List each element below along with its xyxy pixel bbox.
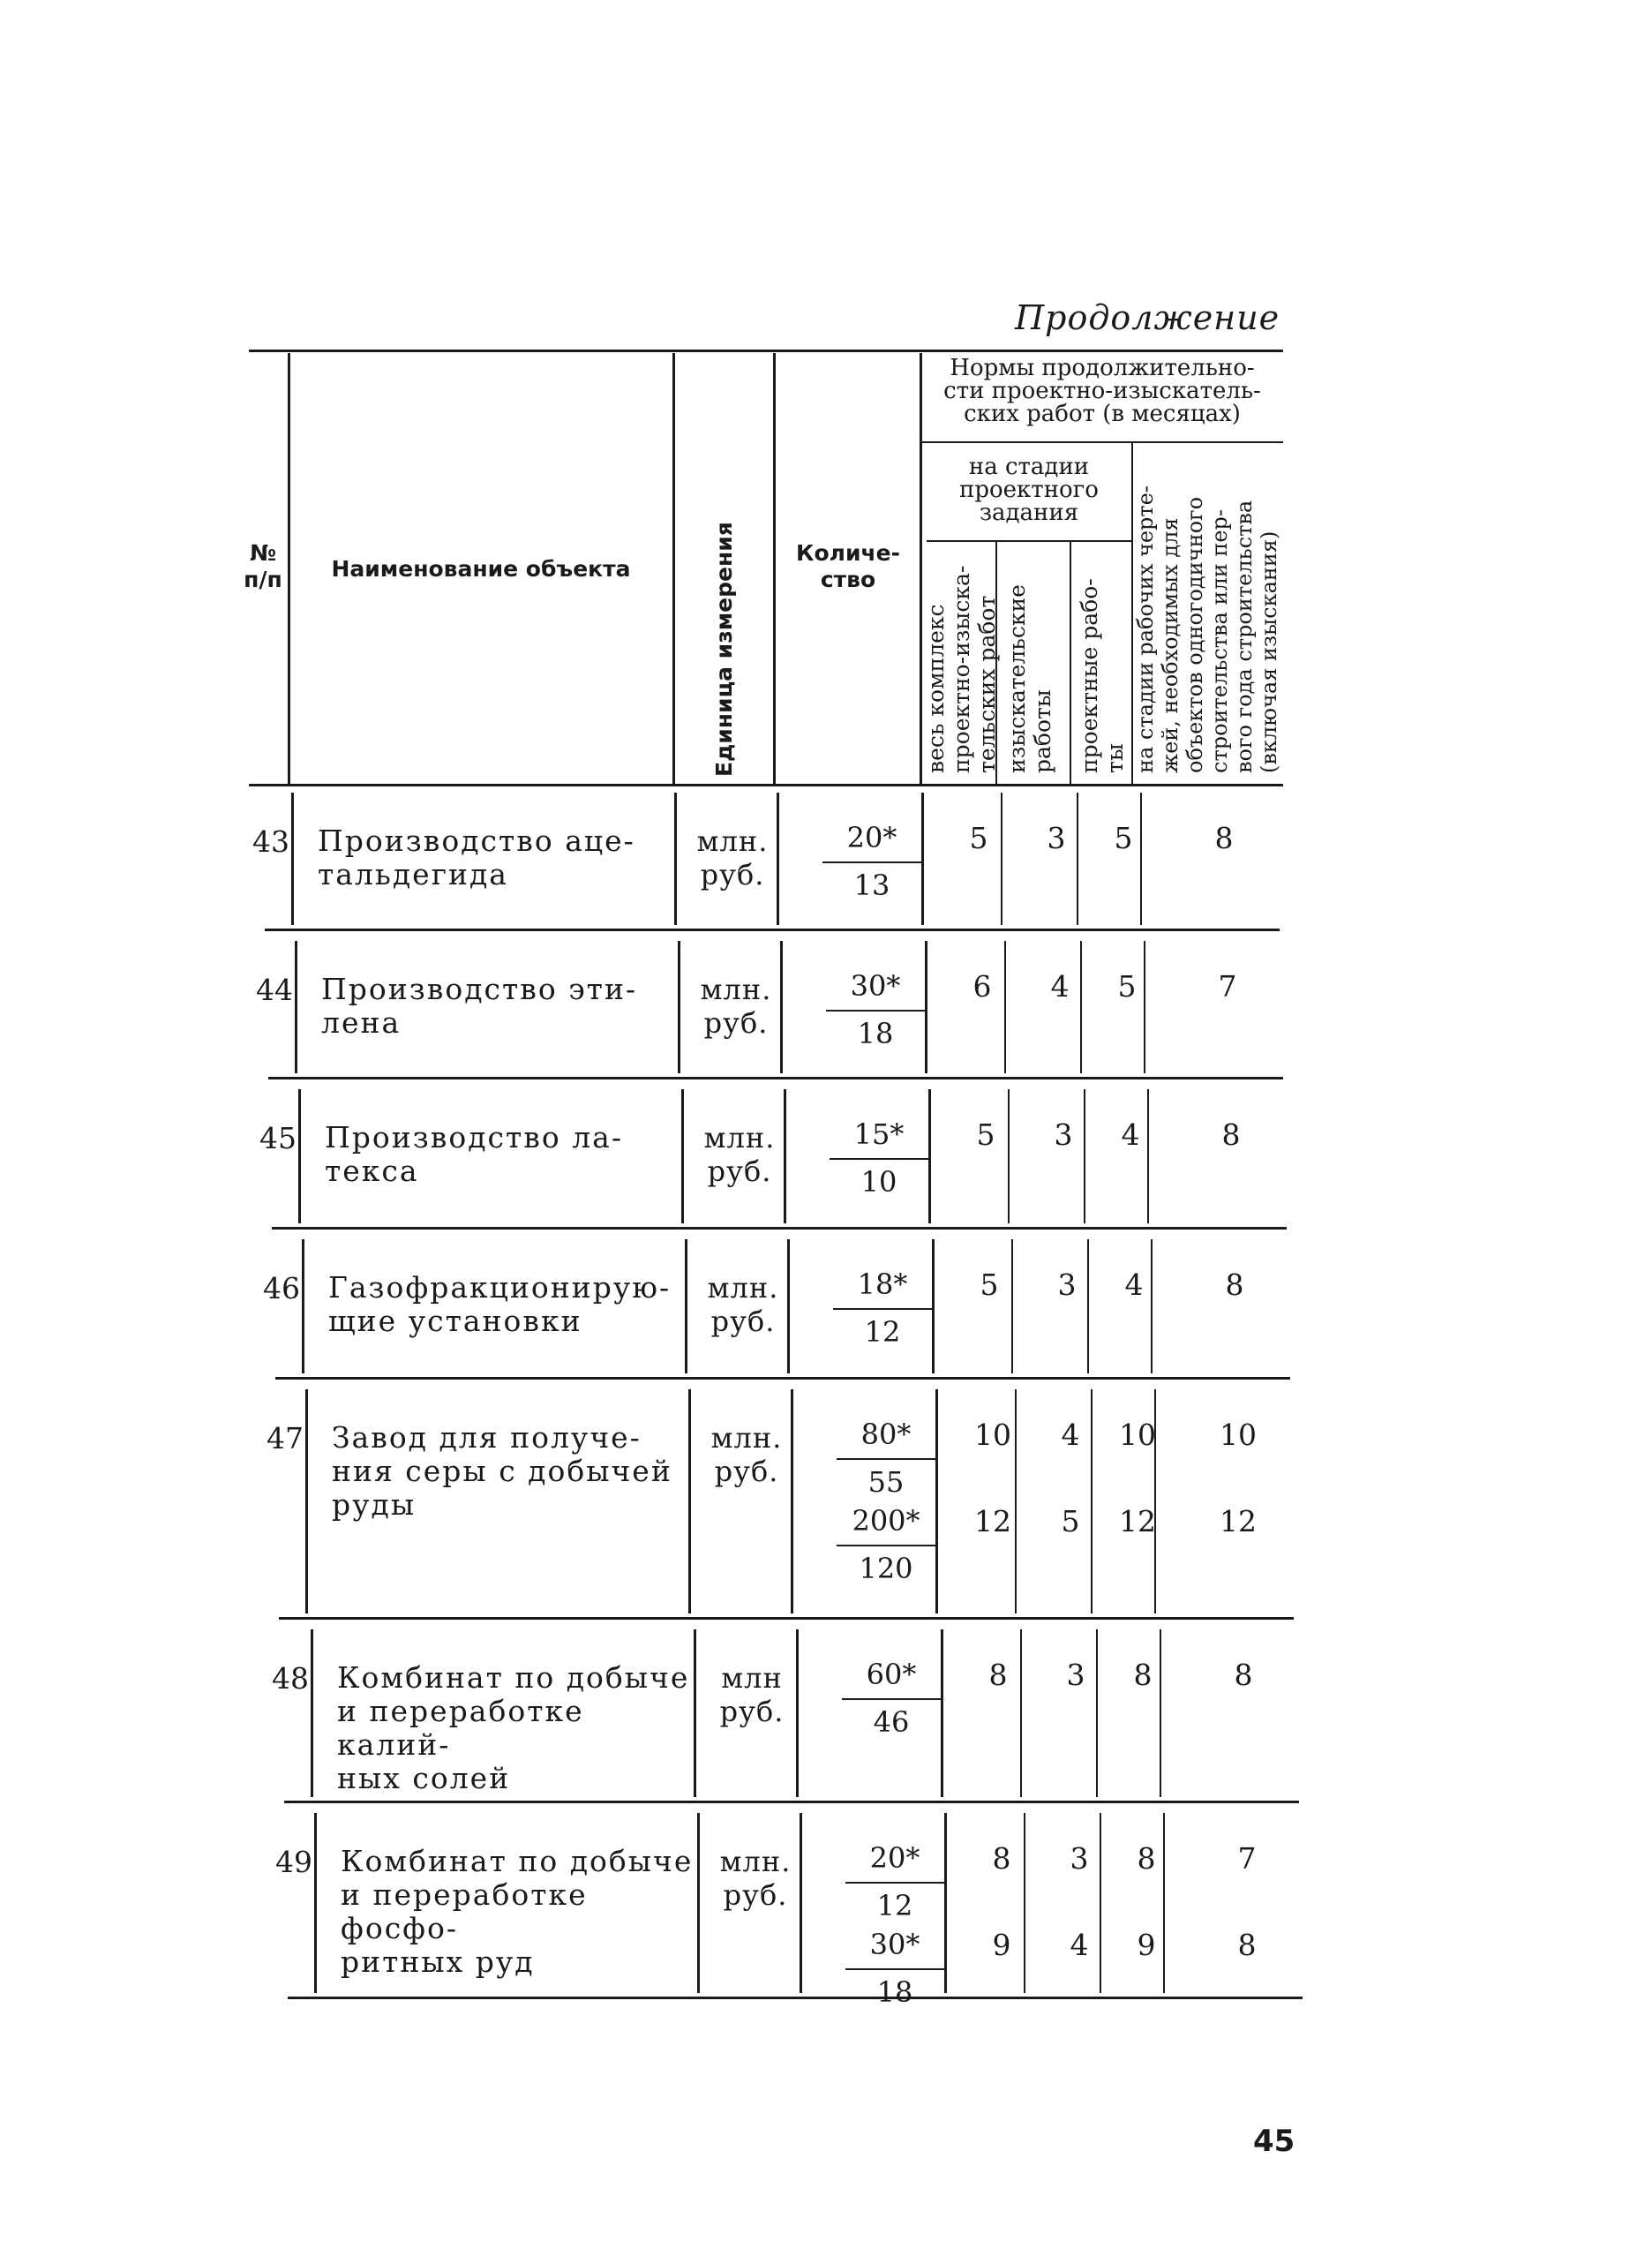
row-vline xyxy=(681,1089,684,1223)
header-col-work-line: строительства или пер- xyxy=(1207,508,1232,773)
header-col-work-line: на стадии рабочих черте- xyxy=(1133,485,1158,773)
row-vline xyxy=(302,1239,304,1373)
row-number: 44 xyxy=(256,973,293,1007)
header-col-design xyxy=(1077,578,1128,773)
row-vline xyxy=(685,1239,687,1373)
row-vline xyxy=(1008,1089,1010,1223)
row-vline xyxy=(1077,793,1078,925)
row-number: 45 xyxy=(259,1121,297,1155)
norm-value: 5 xyxy=(980,1267,999,1302)
row-name: Комбинат по добыче и переработке фосфо- ритных руд xyxy=(341,1844,694,1979)
header-stage-project: на стадии проектного задания xyxy=(959,454,1099,526)
row-vline xyxy=(1163,1813,1165,1993)
norm-value: 5 xyxy=(1114,821,1133,855)
row-vline xyxy=(928,1089,931,1223)
row-vline xyxy=(314,1813,317,1993)
header-col-work-line: жей, необходимых для xyxy=(1158,517,1183,773)
header-col-work-line: объектов одногодичного xyxy=(1183,496,1207,773)
row-number: 43 xyxy=(252,824,289,859)
stage-divider xyxy=(927,540,1131,542)
row-vline xyxy=(800,1813,802,1993)
row-vline xyxy=(921,793,924,925)
row-vline xyxy=(305,1389,308,1613)
row-number: 48 xyxy=(272,1661,309,1696)
row-vline xyxy=(796,1629,799,1797)
qty-denominator: 12 xyxy=(864,1315,901,1349)
row-number: 46 xyxy=(263,1271,300,1305)
header-col-all xyxy=(923,566,1000,773)
row-vline xyxy=(674,793,677,925)
norm-value: 12 xyxy=(1220,1504,1257,1538)
header-col-design-line: проектные рабо- xyxy=(1077,578,1102,773)
row-vline xyxy=(925,941,927,1073)
norm-value: 8 xyxy=(1214,821,1234,855)
row-vline xyxy=(1160,1629,1161,1797)
row-vline xyxy=(1004,941,1006,1073)
qty-numerator: 80* xyxy=(860,1418,912,1451)
row-rule xyxy=(272,1227,1287,1230)
norm-value: 8 xyxy=(1137,1841,1156,1876)
norm-value: 12 xyxy=(1119,1504,1156,1538)
row-vline xyxy=(791,1389,793,1613)
row-vline xyxy=(678,941,680,1073)
norm-value: 4 xyxy=(1121,1117,1140,1152)
row-vline xyxy=(1024,1813,1025,1993)
row-vline xyxy=(1011,1239,1013,1373)
fraction-bar xyxy=(845,1968,944,1970)
row-rule xyxy=(284,1801,1299,1803)
row-unit: млн. руб. xyxy=(703,1121,776,1188)
qty-numerator: 18* xyxy=(857,1267,908,1301)
header-col-all-line: тельских работ xyxy=(974,595,1000,773)
fraction-bar xyxy=(826,1010,925,1012)
header-top-rule xyxy=(249,350,1283,352)
qty-denominator: 18 xyxy=(857,1017,894,1050)
row-name: Производство аце- тальдегида xyxy=(318,824,635,891)
row-vline xyxy=(1144,941,1145,1073)
row-vline xyxy=(1001,793,1002,925)
row-name: Газофракционирую- щие установки xyxy=(328,1270,672,1338)
norm-value: 8 xyxy=(1221,1117,1241,1152)
row-vline xyxy=(291,793,294,925)
header-vline-2 xyxy=(672,353,675,784)
norm-value: 3 xyxy=(1057,1267,1077,1302)
fraction-bar xyxy=(837,1458,935,1460)
row-unit: млн. руб. xyxy=(719,1845,792,1912)
row-vline xyxy=(787,1239,790,1373)
header-no: № п/п xyxy=(244,540,282,592)
header-unit: Единица измерения xyxy=(711,522,737,777)
norm-value: 5 xyxy=(1117,969,1137,1004)
page-number: 45 xyxy=(1253,2124,1295,2159)
norm-value: 12 xyxy=(974,1504,1011,1538)
norm-value: 3 xyxy=(1070,1841,1089,1876)
norm-value: 3 xyxy=(1066,1658,1085,1692)
qty-denominator: 12 xyxy=(876,1889,913,1922)
row-vline xyxy=(1151,1239,1153,1373)
norm-value: 7 xyxy=(1237,1841,1257,1876)
qty-numerator: 20* xyxy=(846,821,897,854)
header-col-all-line: весь комплекс xyxy=(923,604,949,773)
row-unit: млн. руб. xyxy=(696,824,769,891)
row-name: Производство эти- лена xyxy=(321,972,638,1040)
row-rule xyxy=(288,1997,1303,1999)
header-name: Наименование объекта xyxy=(331,556,631,582)
norm-value: 4 xyxy=(1050,969,1070,1004)
row-number: 47 xyxy=(267,1421,304,1455)
row-name: Завод для получе- ния серы с добычей руды xyxy=(332,1420,672,1522)
row-vline xyxy=(1080,941,1082,1073)
row-name: Комбинат по добыче и переработке калий- ных солей xyxy=(337,1660,690,1795)
row-rule xyxy=(279,1617,1294,1620)
norms-divider xyxy=(921,441,1283,443)
qty-denominator: 46 xyxy=(873,1705,910,1739)
row-vline xyxy=(784,1089,786,1223)
norm-value: 3 xyxy=(1047,821,1066,855)
header-col-design-line: ты xyxy=(1102,743,1128,773)
header-col-work-line: (включая изыскания) xyxy=(1257,530,1281,773)
qty-numerator: 200* xyxy=(852,1504,920,1538)
row-rule xyxy=(265,929,1280,931)
norm-value: 5 xyxy=(976,1117,995,1152)
norm-value: 8 xyxy=(992,1841,1011,1876)
row-vline xyxy=(311,1629,313,1797)
norm-value: 4 xyxy=(1061,1418,1080,1452)
row-number: 49 xyxy=(275,1845,312,1879)
continuation-label: Продолжение xyxy=(1015,298,1280,337)
qty-denominator: 10 xyxy=(860,1165,897,1199)
qty-numerator: 30* xyxy=(850,969,901,1003)
header-col-survey-line: изыскательские xyxy=(1004,584,1030,773)
fraction-bar xyxy=(833,1308,932,1310)
fraction-bar xyxy=(837,1545,935,1546)
header-vline-6 xyxy=(1070,542,1071,784)
header-qty: Количе- ство xyxy=(796,540,900,592)
norm-value: 8 xyxy=(1225,1267,1244,1302)
norm-value: 9 xyxy=(1137,1928,1156,1962)
row-vline xyxy=(777,793,779,925)
norm-value: 4 xyxy=(1124,1267,1144,1302)
header-col-work-line: вого года строительства xyxy=(1232,500,1257,773)
norm-value: 3 xyxy=(1054,1117,1073,1152)
row-vline xyxy=(295,941,297,1073)
row-vline xyxy=(1096,1629,1098,1797)
row-vline xyxy=(1087,1239,1089,1373)
norm-value: 5 xyxy=(1061,1504,1080,1538)
row-vline xyxy=(1147,1089,1149,1223)
qty-numerator: 60* xyxy=(866,1658,917,1691)
row-vline xyxy=(1020,1629,1022,1797)
row-rule xyxy=(268,1077,1283,1079)
header-col-survey xyxy=(1004,584,1055,773)
norm-value: 10 xyxy=(974,1418,1011,1452)
row-vline xyxy=(780,941,783,1073)
header-norms: Нормы продолжительно- сти проектно-изыскатель- ских работ (в месяцах) xyxy=(943,355,1261,427)
norm-value: 6 xyxy=(972,969,992,1004)
qty-denominator: 120 xyxy=(859,1552,913,1585)
fraction-bar xyxy=(842,1698,941,1700)
norm-value: 4 xyxy=(1070,1928,1089,1962)
row-unit: млн. руб. xyxy=(710,1421,783,1488)
row-vline xyxy=(298,1089,301,1223)
norm-value: 10 xyxy=(1220,1418,1257,1452)
qty-denominator: 13 xyxy=(853,869,890,902)
header-col-all-line: проектно-изыска- xyxy=(949,565,974,773)
row-rule xyxy=(275,1377,1290,1380)
fraction-bar xyxy=(822,861,921,863)
header-bottom-rule xyxy=(249,784,1283,786)
norm-value: 10 xyxy=(1119,1418,1156,1452)
norm-value: 8 xyxy=(1237,1928,1257,1962)
qty-numerator: 30* xyxy=(869,1928,920,1961)
row-unit: млн. руб. xyxy=(700,973,772,1040)
row-vline xyxy=(688,1389,691,1613)
row-name: Производство ла- текса xyxy=(325,1120,623,1188)
header-col-work xyxy=(1133,485,1281,773)
row-vline xyxy=(697,1813,700,1993)
row-unit: млн руб. xyxy=(719,1661,785,1728)
fraction-bar xyxy=(845,1882,944,1884)
norm-value: 9 xyxy=(992,1928,1011,1962)
qty-denominator: 18 xyxy=(876,1975,913,2009)
norm-value: 8 xyxy=(988,1658,1008,1692)
qty-numerator: 15* xyxy=(853,1117,905,1151)
norm-value: 7 xyxy=(1218,969,1237,1004)
row-vline xyxy=(694,1629,696,1797)
row-vline xyxy=(1084,1089,1085,1223)
qty-denominator: 55 xyxy=(867,1465,905,1499)
header-col-survey-line: работы xyxy=(1030,689,1055,773)
row-unit: млн. руб. xyxy=(707,1271,779,1338)
header-vline-3 xyxy=(773,353,776,784)
row-vline xyxy=(932,1239,935,1373)
qty-numerator: 20* xyxy=(869,1841,920,1875)
fraction-bar xyxy=(830,1158,928,1160)
row-vline xyxy=(1100,1813,1101,1993)
norm-value: 8 xyxy=(1234,1658,1253,1692)
norm-value: 8 xyxy=(1133,1658,1153,1692)
row-vline xyxy=(1140,793,1142,925)
norm-value: 5 xyxy=(969,821,988,855)
